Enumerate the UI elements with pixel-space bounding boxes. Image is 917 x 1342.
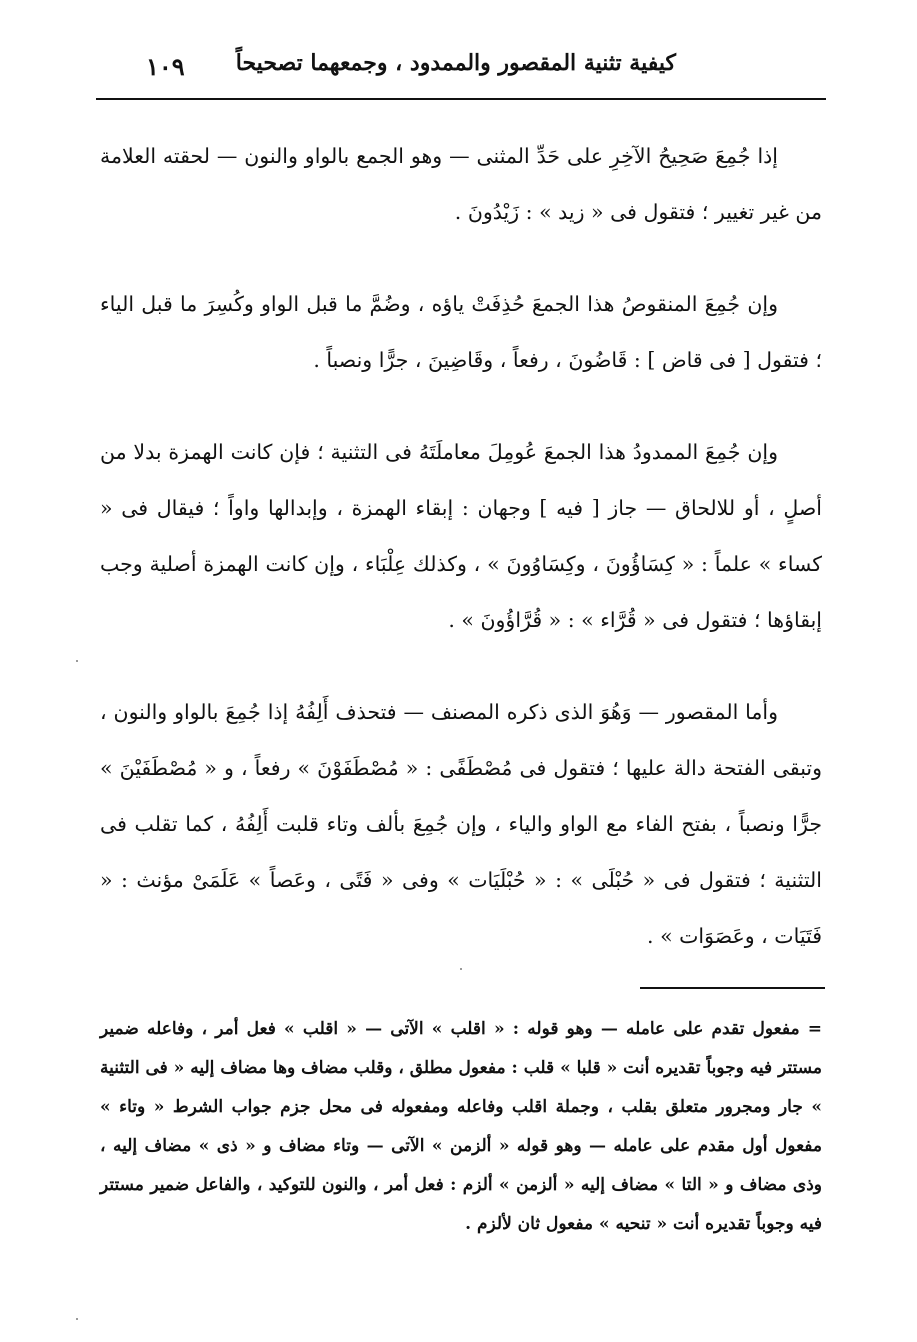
paragraph: إذا جُمِعَ صَحِيحُ الآخِرِ على حَدِّ المثنى — وهو الجمع بالواو والنون — لحقته العلامة من غير تغيير ؛ فتقول فى « زيد » : زَيْدُونَ . [100,144,822,224]
scan-speck [76,660,78,662]
footnote: = مفعول تقدم على عامله — وهو قوله : « اقلب » الآتى — « اقلب » فعل أمر ، وفاعله ضمير مستتر فيه وجوباً تقديره أنت « قلبا » قلب : مفعول مطلق ، وقلب مضاف وها مضاف إليه « فى التثنية » جار ومجرور متعلق بقلب ، وجملة اقلب وفاعله ومفعوله فى محل جزم جواب الشرط « وتاء » مفعول أول مقدم على عامله — وهو قوله « ألزمن » الآتى — وتاء مضاف و « ذى » مضاف إليه ، وذى مضاف و « التا » مضاف إليه « ألزمن » ألزم : فعل أمر ، والنون للتوكيد ، والفاعل ضمير مستتر فيه وجوباً تقديره أنت « تنحيه » مفعول ثان لألزم . [100,1019,822,1234]
scan-speck [460,968,462,970]
paragraph: وإن جُمِعَ الممدودُ هذا الجمعَ عُومِلَ معاملَتَهُ فى التثنية ؛ فإن كانت الهمزة بدلا من أصلٍ ، أو للالحاق — جاز [ فيه ] وجهان : إبقاء الهمزة ، وإبدالها واواً ؛ فيقال فى « كساء » علماً : « كِسَاؤُونَ ، وكِسَاوُونَ » ، وكذلك عِلْبَاء ، وإن كانت الهمزة أصلية وجب إبقاؤها ؛ فتقول فى « قُرَّاء » : « قُرَّاؤُونَ » . [100,440,822,632]
footnote-separator [640,987,825,989]
header-title: كيفية تثنية المقصور والممدود ، وجمعهما تصحيحاً [235,50,676,76]
page-number: ١٠٩ [146,52,185,81]
main-text [100,128,822,1000]
paragraph: وأما المقصور — وَهُوَ الذى ذكره المصنف — فتحذف أَلِفُهُ إذا جُمِعَ بالواو والنون ، وتبقى الفتحة دالة عليها ؛ فتقول فى مُصْطَفًى : « مُصْطَفَوْنَ » رفعاً ، و « مُصْطَفَيْنَ » جرًّا ونصباً ، بفتح الفاء مع الواو والياء ، وإن جُمِعَ بألف وتاء قلبت أَلِفُهُ ، كما تقلب فى التثنية ؛ فتقول فى « حُبْلَى » : « حُبْلَيَات » وفى « فَتًى ، وعَصاً » عَلَمَىْ مؤنث : « فَتَيَات ، وعَصَوَات » . [100,700,822,948]
paragraph: وإن جُمِعَ المنقوصُ هذا الجمعَ حُذِفَتْ ياؤه ، وضُمَّ ما قبل الواو وكُسِرَ ما قبل الياء ؛ فتقول [ فى قاض ] : قَاضُونَ ، رفعاً ، وقَاضِينَ ، جرًّا ونصباً . [100,292,822,372]
running-header [96,42,826,100]
scan-speck [76,1318,78,1320]
